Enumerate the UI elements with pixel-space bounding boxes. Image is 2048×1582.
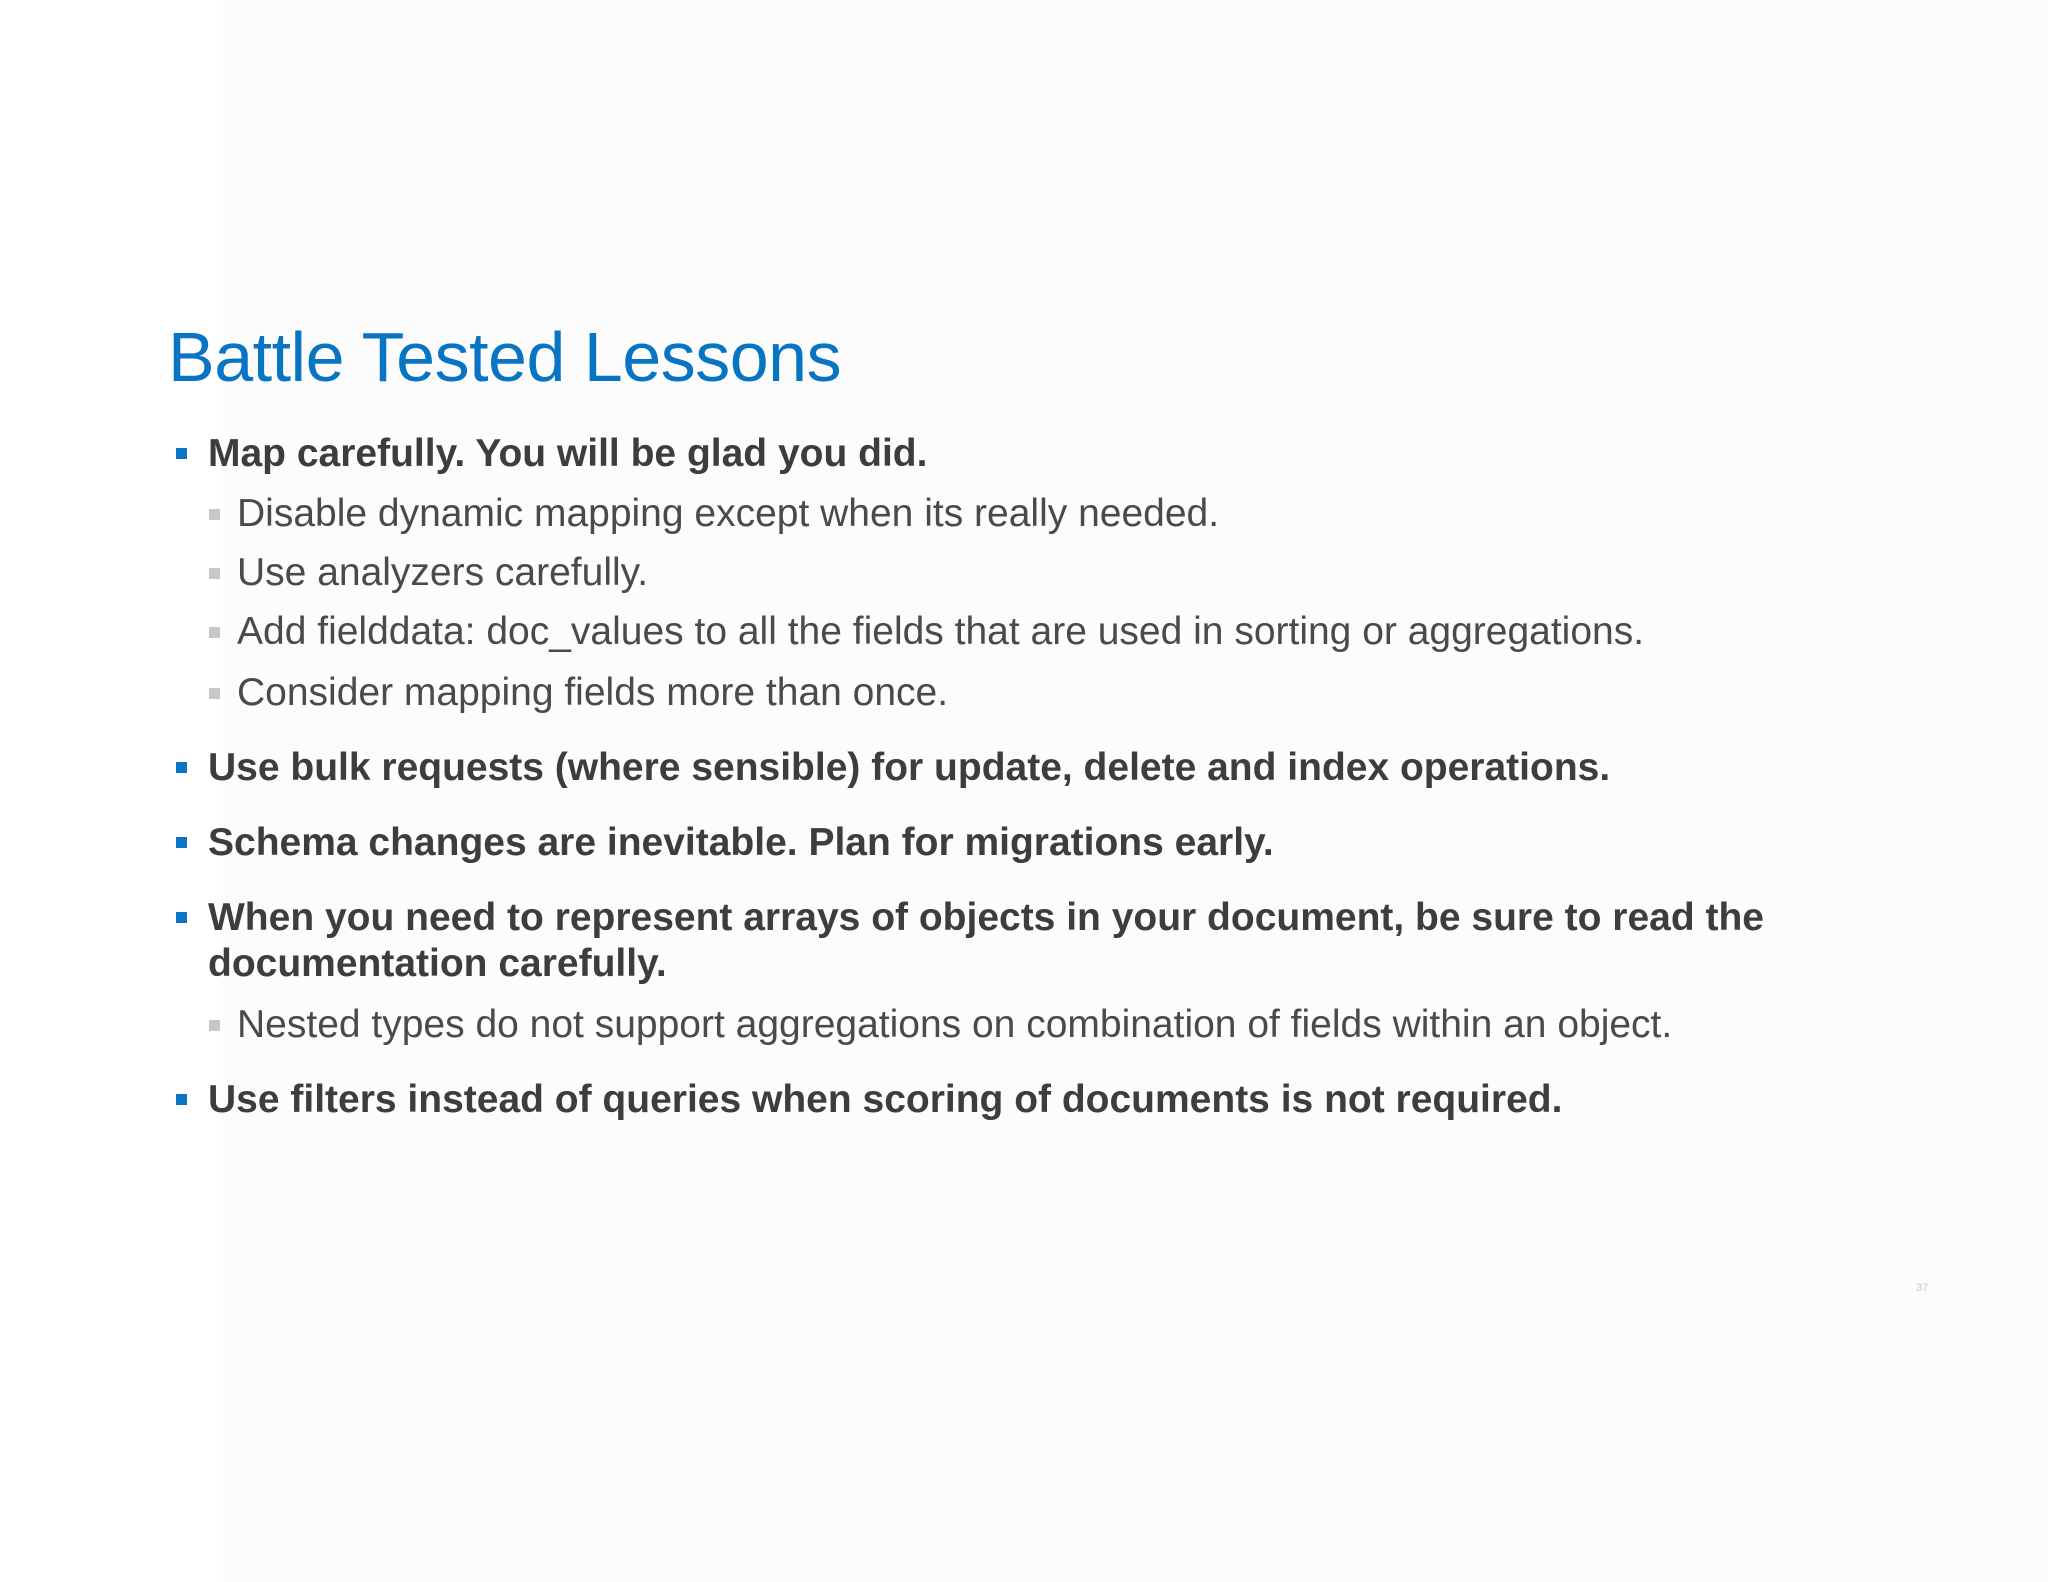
- square-bullet-icon: [176, 448, 187, 459]
- square-sub-bullet-icon: [209, 688, 220, 699]
- sub-bullet-text: Consider mapping fields more than once.: [237, 671, 949, 714]
- slide-title: Battle Tested Lessons: [168, 318, 842, 396]
- square-sub-bullet-icon: [209, 568, 220, 579]
- square-sub-bullet-icon: [209, 509, 220, 520]
- bullet-item: [208, 820, 1274, 866]
- sub-bullet-item: [237, 550, 648, 596]
- bullet-text: Map carefully. You will be glad you did.: [208, 432, 928, 475]
- bullet-item: [208, 1077, 1562, 1123]
- sub-bullet-text: Add fielddata: doc_values to all the fields that are used in sorting or aggregations.: [237, 610, 1645, 653]
- square-bullet-icon: [176, 912, 187, 923]
- bullet-text: Use filters instead of queries when scoring of documents is not required.: [208, 1078, 1563, 1121]
- bullet-text: Schema changes are inevitable. Plan for migrations early.: [208, 821, 1274, 864]
- bullet-text: Use bulk requests (where sensible) for update, delete and index operations.: [208, 746, 1611, 789]
- bullet-text: When you need to represent arrays of objects in your document, be sure to read the: [208, 896, 1764, 939]
- bullet-item: [208, 745, 1610, 791]
- bullet-text-continuation: documentation carefully.: [208, 942, 667, 985]
- sub-bullet-item: [237, 609, 1644, 655]
- sub-bullet-text: Use analyzers carefully.: [237, 551, 649, 594]
- bullet-item: [208, 895, 1764, 987]
- square-sub-bullet-icon: [209, 1020, 220, 1031]
- bullet-item: [208, 431, 927, 477]
- sub-bullet-item: [237, 670, 948, 716]
- square-bullet-icon: [176, 837, 187, 848]
- sub-bullet-item: [237, 1002, 1672, 1048]
- page-number: 37: [1916, 1282, 1929, 1294]
- sub-bullet-item: [237, 491, 1219, 537]
- sub-bullet-text: Nested types do not support aggregations on combination of fields within an object.: [237, 1003, 1673, 1046]
- square-bullet-icon: [176, 1094, 187, 1105]
- square-bullet-icon: [176, 762, 187, 773]
- square-sub-bullet-icon: [209, 627, 220, 638]
- sub-bullet-text: Disable dynamic mapping except when its really needed.: [237, 492, 1220, 535]
